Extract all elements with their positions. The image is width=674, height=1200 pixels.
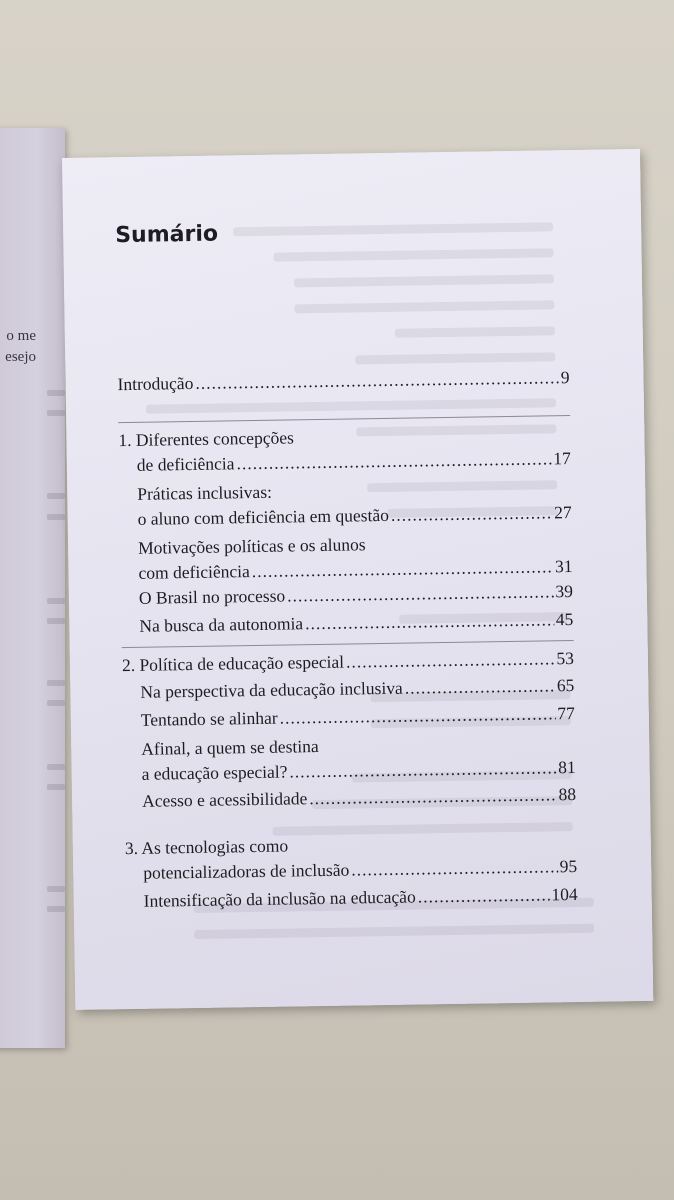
toc-leader	[305, 607, 554, 636]
toc-page-number: 65	[556, 675, 575, 696]
toc-page-number: 81	[557, 757, 576, 778]
toc-section-3	[125, 829, 578, 914]
toc-leader	[236, 446, 551, 476]
page-title: Sumário	[115, 221, 219, 249]
toc-section-1	[118, 421, 573, 639]
toc-leader	[346, 646, 555, 674]
toc-subentry	[119, 475, 572, 532]
toc-page-number: 88	[558, 784, 577, 805]
table-of-contents	[117, 365, 577, 914]
toc-page-number: 104	[551, 883, 578, 905]
toc-leader	[351, 854, 558, 882]
toc-leader	[279, 701, 555, 730]
toc-leader	[418, 882, 550, 909]
toc-label: de deficiência	[136, 453, 235, 475]
toc-subentry	[123, 701, 575, 733]
left-page-fragment: esejo	[5, 349, 36, 365]
toc-label: Intensificação da inclusão na educação	[143, 886, 416, 911]
toc-leader	[289, 755, 556, 784]
toc-page-number: 27	[553, 502, 572, 523]
toc-leader	[287, 579, 554, 608]
toc-subentry	[120, 529, 573, 586]
toc-label: a educação especial?	[141, 761, 288, 784]
toc-page-number: 9	[560, 367, 570, 388]
toc-page-number: 95	[559, 855, 578, 877]
toc-page-number: 39	[555, 581, 574, 602]
toc-leader	[391, 500, 553, 528]
toc-label: Introdução	[117, 372, 194, 395]
toc-leader	[405, 673, 555, 700]
toc-heading-line: 3. As tecnologias como	[124, 835, 289, 859]
toc-page-number: 45	[555, 609, 574, 630]
toc-label: Acesso e acessibilidade	[141, 788, 308, 811]
toc-page-number: 77	[557, 703, 575, 724]
toc-subentry	[123, 730, 576, 787]
toc-leader	[309, 782, 557, 811]
toc-subentry	[122, 673, 574, 705]
toc-label: Na perspectiva da educação inclusiva	[140, 677, 403, 702]
toc-subentry-line: Práticas inclusivas:	[137, 481, 273, 504]
toc-heading-line: 1. Diferentes concepções	[118, 427, 294, 451]
toc-subentry	[121, 607, 573, 639]
toc-subentry-line: Motivações políticas e os alunos	[137, 534, 366, 558]
toc-label: O Brasil no processo	[138, 585, 286, 608]
toc-page-number: 31	[554, 556, 573, 577]
toc-label: com deficiência	[138, 561, 250, 583]
toc-label: potencializadoras de inclusão	[143, 859, 350, 883]
toc-label: 2. Política de educação especial	[121, 651, 345, 676]
toc-label: o aluno com deficiência em questão	[137, 504, 390, 529]
book-page	[62, 149, 653, 1010]
left-page	[0, 128, 65, 1048]
toc-subentry-line: Afinal, a quem se destina	[141, 736, 319, 759]
toc-page-number: 17	[553, 448, 571, 469]
toc-label: Na busca da autonomia	[139, 613, 304, 636]
toc-subentry	[125, 882, 577, 914]
toc-section-2	[122, 646, 576, 814]
left-page-fragment: o me	[6, 328, 36, 344]
toc-page-number: 53	[556, 648, 575, 669]
toc-label: Tentando se alinhar	[140, 707, 278, 730]
